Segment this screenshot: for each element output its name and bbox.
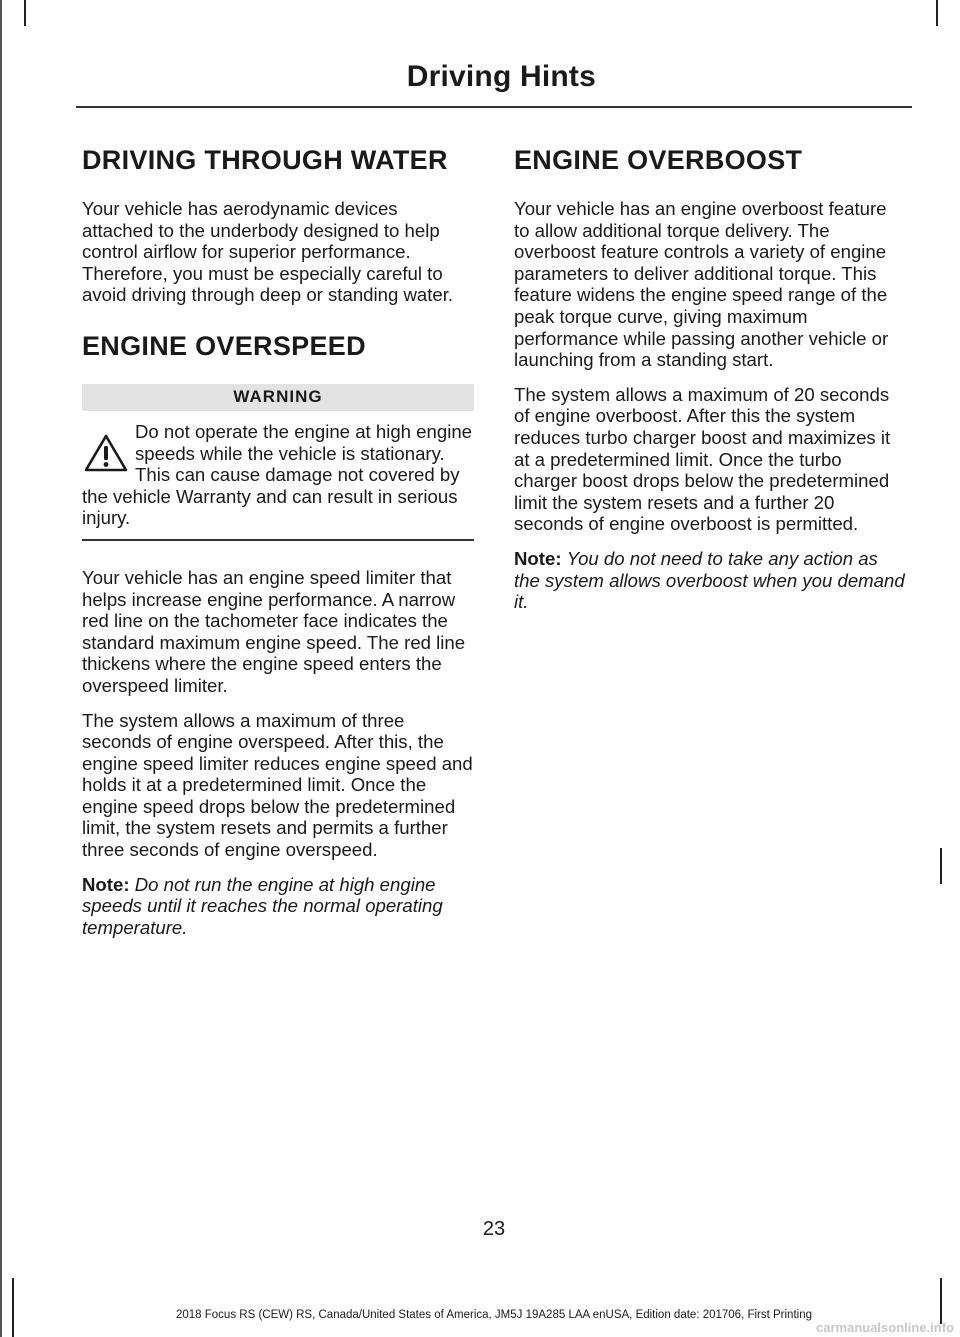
note-text: You do not need to take any action as the system allows overboost when you demand it.	[514, 547, 905, 613]
warning-label: WARNING	[82, 384, 474, 411]
crop-mark-bottom-left	[12, 1278, 14, 1337]
page-header-title: Driving Hints	[406, 60, 596, 93]
note-overspeed	[82, 874, 474, 939]
paragraph-overboost-duration: The system allows a maximum of 20 seconds of engine overboost. After this the system reduces turbo charger boost and maximizes it at a predetermined limit. Once the turbo charger boost drops below the predetermined limit the system resets and a further 20 seconds of engine overboost is permitted.	[514, 383, 891, 535]
paragraph-overspeed-duration: The system allows a maximum of three seconds of engine overspeed. After this, the engine speed limiter reduces engine speed and holds it at a predetermined limit. Once the engine speed drops below the predetermined limit, the system resets and permits a further three seconds of engine overspeed.	[82, 709, 473, 861]
paragraph-driving-through-water: Your vehicle has aerodynamic devices attached to the underbody designed to help control airflow for superior performance. Therefore, you must be especially careful to avoid driving through deep or standing water.	[82, 198, 454, 306]
warning-body	[82, 411, 474, 541]
note-label: Note:	[514, 547, 562, 569]
crop-mark-top-left	[24, 0, 26, 26]
note-overboost	[514, 548, 906, 613]
watermark: carmanualsonline.info	[816, 1320, 954, 1335]
heading-driving-through-water: DRIVING THROUGH WATER	[82, 145, 448, 175]
right-column	[514, 142, 906, 626]
warning-triangle-icon	[84, 433, 128, 473]
note-text: Do not run the engine at high engine speeds until it reaches the normal operating temperature.	[82, 873, 443, 938]
heading-engine-overboost: ENGINE OVERBOOST	[514, 145, 803, 175]
paragraph-speed-limiter: Your vehicle has an engine speed limiter that helps increase engine performance. A narrow red line on the tachometer face indicates the standard maximum engine speed. The red line thickens where the engine speed enters the overspeed limiter.	[82, 566, 466, 696]
crop-mark-right-mid	[940, 848, 942, 884]
paragraph-overboost-feature: Your vehicle has an engine overboost feature to allow additional torque delivery. The overboost feature controls a variety of engine parameters to deliver additional torque. This feature widens the engine speed range of the peak torque curve, giving maximum performance while passing another vehicle or launching from a standing start.	[514, 198, 889, 371]
header-divider	[76, 106, 912, 108]
page-number: 23	[482, 1218, 506, 1240]
left-column	[82, 142, 474, 951]
crop-mark-top-right	[936, 0, 938, 26]
crop-mark-left-edge	[0, 0, 2, 1337]
warning-box	[82, 384, 474, 541]
edition-footer: 2018 Focus RS (CEW) RS, Canada/United States of America, JM5J 19A285 LAA enUSA, Edition date: 201706, First Printing	[175, 1309, 812, 1321]
warning-text: Do not operate the engine at high engine speeds while the vehicle is stationary. This can cause damage not covered by the vehicle Warranty and can result in serious injury.	[82, 420, 473, 529]
heading-engine-overspeed: ENGINE OVERSPEED	[82, 330, 366, 361]
note-label: Note:	[82, 873, 130, 895]
